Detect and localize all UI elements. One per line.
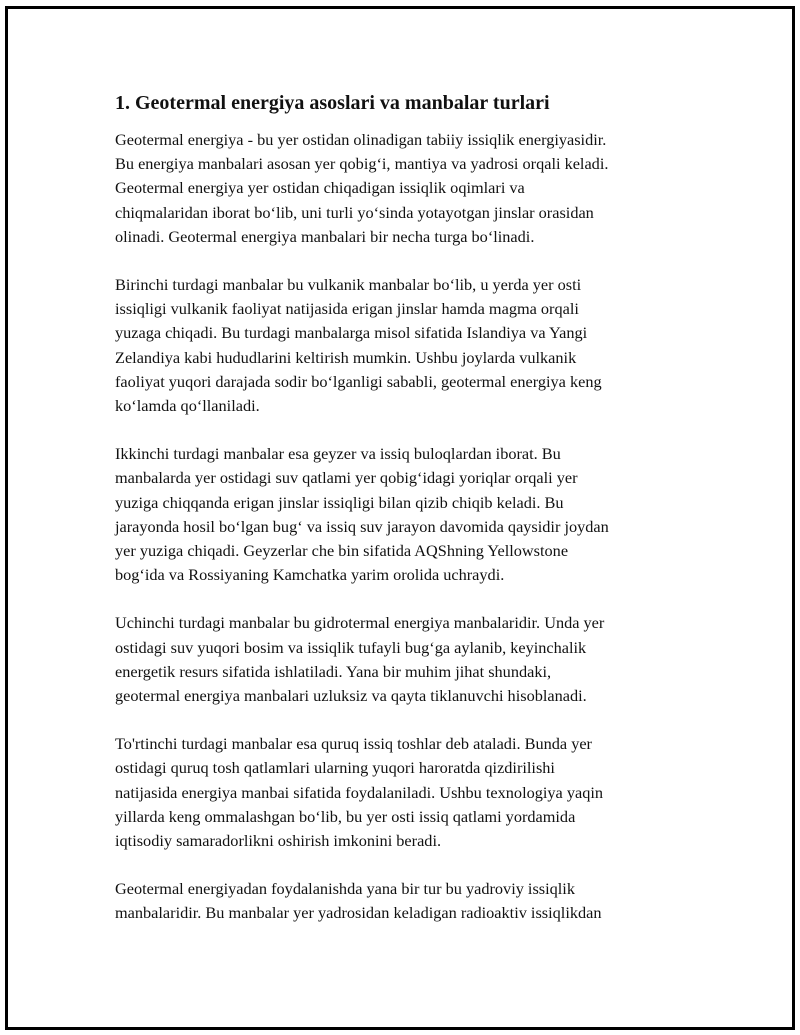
- text-line: Geotermal energiyadan foydalanishda yana bir tur bu yadroviy issiqlik: [115, 879, 575, 899]
- text-line: Birinchi turdagi manbalar bu vulkanik manbalar bo‘lib, u yerda yer osti: [115, 275, 582, 295]
- text-line: yuzaga chiqadi. Bu turdagi manbalarga misol sifatida Islandiya va Yangi: [115, 323, 588, 343]
- text-line: ostidagi quruq tosh qatlamlari ularning yuqori haroratda qizdirilishi: [115, 758, 555, 778]
- text-line: chiqmalaridan iborat bo‘lib, uni turli yo‘sinda yotayotgan jinslar orasidan: [115, 202, 594, 222]
- text-line: Zelandiya kabi hududlarini keltirish mumkin. Ushbu joylarda vulkanik: [115, 347, 577, 367]
- text-line: manbalarda yer ostidagi suv qatlami yer qobig‘idagi yoriqlar orqali yer: [115, 468, 578, 488]
- section-heading: 1. Geotermal energiya asoslari va manbalar turlari: [115, 92, 550, 114]
- text-line: energetik resurs sifatida ishlatiladi. Yana bir muhim jihat shundaki,: [115, 661, 552, 681]
- text-line: ostidagi suv yuqori bosim va issiqlik tufayli bug‘ga aylanib, keyinchalik: [115, 637, 587, 657]
- text-line: manbalaridir. Bu manbalar yer yadrosidan keladigan radioaktiv issiqlikdan: [115, 903, 602, 923]
- paragraph: [115, 442, 685, 587]
- text-line: issiqligi vulkanik faoliyat natijasida erigan jinslar hamda magma orqali: [115, 299, 579, 319]
- text-line: olinadi. Geotermal energiya manbalari bir necha turga bo‘linadi.: [115, 226, 535, 246]
- paragraph: [115, 611, 685, 708]
- text-line: natijasida energiya manbai sifatida foydalaniladi. Ushbu texnologiya yaqin: [115, 782, 604, 802]
- text-line: jarayonda hosil bo‘lgan bug‘ va issiq suv jarayon davomida qaysidir joydan: [115, 516, 609, 536]
- text-line: yer yuziga chiqadi. Geyzerlar che bin sifatida AQShning Yellowstone: [115, 541, 569, 561]
- paragraph: [115, 877, 685, 925]
- text-line: Geotermal energiya yer ostidan chiqadigan issiqlik oqimlari va: [115, 178, 525, 198]
- paragraph-list: [115, 128, 685, 926]
- paragraph: [115, 128, 685, 249]
- text-line: yillarda keng ommalashgan bo‘lib, bu yer osti issiq qatlami yordamida: [115, 806, 576, 826]
- text-line: iqtisodiy samaradorlikni oshirish imkonini beradi.: [115, 831, 442, 851]
- text-line: Bu energiya manbalari asosan yer qobig‘i, mantiya va yadrosi orqali keladi.: [115, 154, 609, 174]
- paragraph: [115, 732, 685, 853]
- text-line: Uchinchi turdagi manbalar bu gidrotermal energiya manbalaridir. Unda yer: [115, 613, 605, 633]
- document-body: [115, 88, 685, 950]
- text-line: Geotermal energiya - bu yer ostidan olinadigan tabiiy issiqlik energiyasidir.: [115, 130, 607, 149]
- text-line: faoliyat yuqori darajada sodir bo‘lganligi sababli, geotermal energiya keng: [115, 371, 602, 391]
- text-line: yuziga chiqqanda erigan jinslar issiqligi bilan qizib chiqib keladi. Bu: [115, 492, 564, 512]
- paragraph: [115, 273, 685, 418]
- text-line: geotermal energiya manbalari uzluksiz va qayta tiklanuvchi hisoblanadi.: [115, 686, 587, 706]
- text-line: To'rtinchi turdagi manbalar esa quruq issiq toshlar deb ataladi. Bunda yer: [115, 734, 592, 754]
- text-line: bog‘ida va Rossiyaning Kamchatka yarim orolida uchraydi.: [115, 565, 505, 585]
- text-line: Ikkinchi turdagi manbalar esa geyzer va issiq buloqlardan iborat. Bu: [115, 444, 561, 464]
- text-line: ko‘lamda qo‘llaniladi.: [115, 396, 260, 416]
